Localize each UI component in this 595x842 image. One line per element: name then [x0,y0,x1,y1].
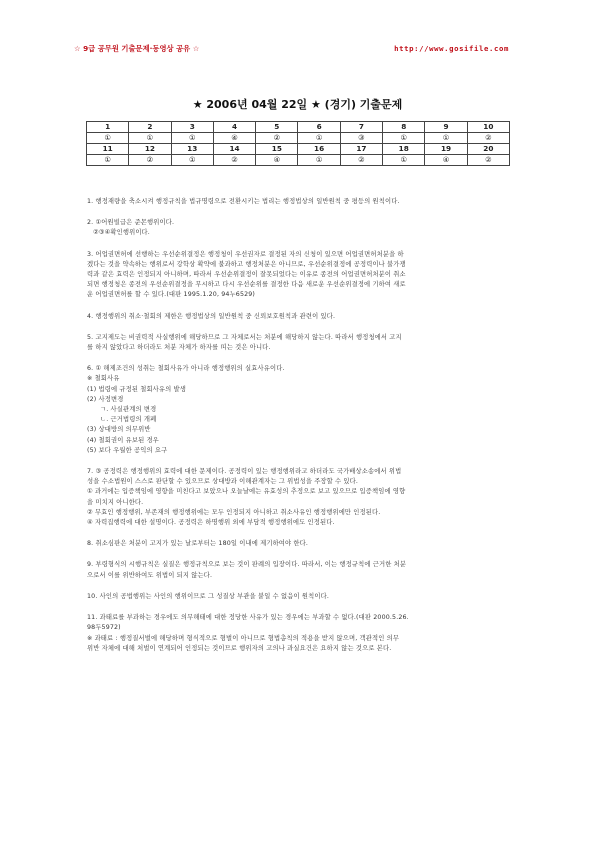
explanation-item [87,197,515,207]
explanation-body [87,197,515,665]
header-left-text: ☆ 9급 공무원 기출문제·동영상 공유 ☆ [74,44,200,53]
question-number-cell: 5 [256,122,298,133]
explanation-line: ① 과거에는 입증책임에 영향을 미친다고 보았으나 오늘날에는 유효성의 추정으로 보고 있으므로 입증책임에 영향 [87,488,406,496]
explanation-line: ②③④확인행위이다. [93,229,150,237]
explanation-line: ※ 철회사유 [87,375,120,383]
explanation-item [87,539,515,549]
answer-cell: ② [467,133,509,144]
answer-cell: ① [383,155,425,166]
question-number-cell: 7 [340,122,382,133]
answer-cell: ② [129,155,171,166]
question-number-cell: 18 [383,144,425,155]
answer-cell: ① [171,155,213,166]
explanation-line: 8. 취소심판은 처분이 고지가 있는 날로부터는 180일 이내에 제기하여야 한다. [87,540,309,548]
explanation-line: 11. 과태료를 부과하는 경우에도 의무해태에 대한 정당한 사유가 있는 경우에는 부과할 수 없다.(대판 2000.5.26. [87,614,409,622]
answer-cell: ① [298,133,340,144]
explanation-line: 으로서 이를 위반하여도 위법이 되지 않는다. [87,571,213,579]
explanation-line: 성을 수소법원이 스스로 판단할 수 있으므로 상대방과 이해관계자는 그 위법성을 주장할 수 있다. [87,478,359,486]
explanation-line: ※ 과태료 : 행정질서벌에 해당하며 형식적으로 형벌이 아니므로 형법총칙의 적용을 받지 않으며, 객관적인 의무 [87,634,400,642]
answer-table-answer-row [87,133,510,144]
question-number-cell: 11 [87,144,129,155]
answer-cell: ① [87,155,129,166]
explanation-line: (1) 법령에 규정된 철회사유의 발생 [87,385,187,393]
explanation-item [87,333,515,353]
question-number-cell: 10 [467,122,509,133]
answer-cell: ② [467,155,509,166]
answer-table-answer-row [87,155,510,166]
answer-cell: ② [340,155,382,166]
explanation-line: 10. 사인의 공법행위는 사인의 행위이므로 그 성질상 부관을 붙일 수 없음이 원칙이다. [87,592,329,600]
explanation-item [87,467,515,528]
question-number-cell: 8 [383,122,425,133]
explanation-line: 98두5972) [87,624,121,632]
answer-cell: ① [171,133,213,144]
explanation-item [87,560,515,580]
answer-cell: ① [129,133,171,144]
explanation-item [87,312,515,322]
explanation-line: 3. 어업권면허에 선행하는 우선순위결정은 행정청이 우선권자로 결정된 자의 신청이 있으면 어업권면허처분을 하 [87,250,404,258]
question-number-cell: 9 [425,122,467,133]
explanation-line: 되면 행정청은 종전의 우선순위결정을 무시하고 다시 우선순위를 결정한 다음 새로운 우선순위결정에 기하여 새로 [87,281,406,289]
answer-cell: ① [87,133,129,144]
page-title: ★ 2006년 04월 22일 ★ (경기) 기출문제 [192,98,403,111]
explanation-item [87,613,515,654]
explanation-item [87,364,515,456]
explanation-line: 1. 행정재량을 축소시켜 행정규칙을 법규명령으로 전환시키는 법리는 행정법상의 일반원칙 중 평등의 원칙이다. [87,198,400,205]
explanation-line: 4. 행정행위의 취소·철회의 제한은 행정법상의 일반원칙 중 신뢰보호원칙과 관련이 있다. [87,312,336,320]
answer-cell: ④ [256,155,298,166]
answer-cell: ③ [340,133,382,144]
explanation-line: 운 어업권면허를 할 수 있다.(대판 1995.1.20, 94누6529) [87,291,256,299]
question-number-cell: 14 [213,144,255,155]
header-url-text: http://www.gosifile.com [394,44,509,53]
question-number-cell: 4 [213,122,255,133]
answer-cell: ④ [425,155,467,166]
answer-table-number-row [87,144,510,155]
answer-table-number-row [87,122,510,133]
question-number-cell: 16 [298,144,340,155]
explanation-line: ㄱ. 사실관계의 변경 [100,406,157,414]
answer-cell: ① [298,155,340,166]
question-number-cell: 13 [171,144,213,155]
explanation-line: ㄴ. 근거법령의 개폐 [100,416,157,424]
explanation-line: ④ 자력집행력에 대한 설명이다. 공정력은 하명행위 외에 부담적 행정행위에도 인정된다. [87,519,335,527]
explanation-line: 5. 고지제도는 비권력적 사실행위에 해당하므로 그 자체로서는 처분에 해당하지 않는다. 따라서 행정청에서 고지 [87,333,402,341]
explanation-line: 2. ①어원빌급은 준몬행위이다. [87,219,175,227]
answer-cell: ④ [213,133,255,144]
explanation-line: 위반 자체에 대해 처벌이 연계되어 인정되는 것이므로 행위자의 고의나 과실요건은 요하지 않는 것으로 본다. [87,644,392,652]
question-number-cell: 3 [171,122,213,133]
explanation-line: ② 무효인 행정행위, 부존재의 행정행위에는 모두 인정되지 아니하고 취소사유인 행정행위에만 인정된다. [87,508,381,516]
explanation-line: 7. ③ 공정력은 행정행위의 효력에 대한 문제이다. 공정력이 있는 행정행위라고 하더라도 국가배상소송에서 위법 [87,468,402,476]
question-number-cell: 12 [129,144,171,155]
explanation-line: (5) 보다 우월한 공익의 요구 [87,446,168,454]
question-number-cell: 2 [129,122,171,133]
explanation-item [87,250,515,301]
explanation-line: (2) 사정변경 [87,395,124,403]
answer-cell: ② [256,133,298,144]
explanation-line: 9. 부령형식의 시행규칙은 실질은 행정규칙으로 보는 것이 판례의 입장이다. 따라서, 이는 행정규칙에 근거한 처분 [87,561,407,569]
explanation-item [87,592,515,602]
question-number-cell: 20 [467,144,509,155]
explanation-line: (4) 철회권이 유보된 경우 [87,436,159,444]
question-number-cell: 15 [256,144,298,155]
question-number-cell: 6 [298,122,340,133]
explanation-line: 을 미치지 아니한다. [87,498,144,506]
answer-cell: ① [383,133,425,144]
explanation-item [87,218,515,238]
answer-table [86,121,510,166]
answer-cell: ① [425,133,467,144]
explanation-line: 겠다는 것을 약속하는 행위로서 강학상 확약에 불과하고 행정처분은 아니므로, 우선순위결정에 공정력이나 불가쟁 [87,260,406,268]
explanation-line: 6. ① 해제조건의 성취는 철회사유가 아니라 행정행위의 실효사유이다. [87,365,285,373]
explanation-line: 를 하지 않았다고 하더라도 처분 자체가 하자를 띠는 것은 아니다. [87,344,271,352]
explanation-line: 력과 같은 효력은 인정되지 아니하며, 따라서 우선순위결정이 잘못되었다는 이유로 종전의 어업권면허처분이 취소 [87,271,406,279]
explanation-line: (3) 상대방의 의무위반 [87,426,151,434]
question-number-cell: 19 [425,144,467,155]
question-number-cell: 17 [340,144,382,155]
answer-cell: ② [213,155,255,166]
page-header [74,44,509,56]
question-number-cell: 1 [87,122,129,133]
